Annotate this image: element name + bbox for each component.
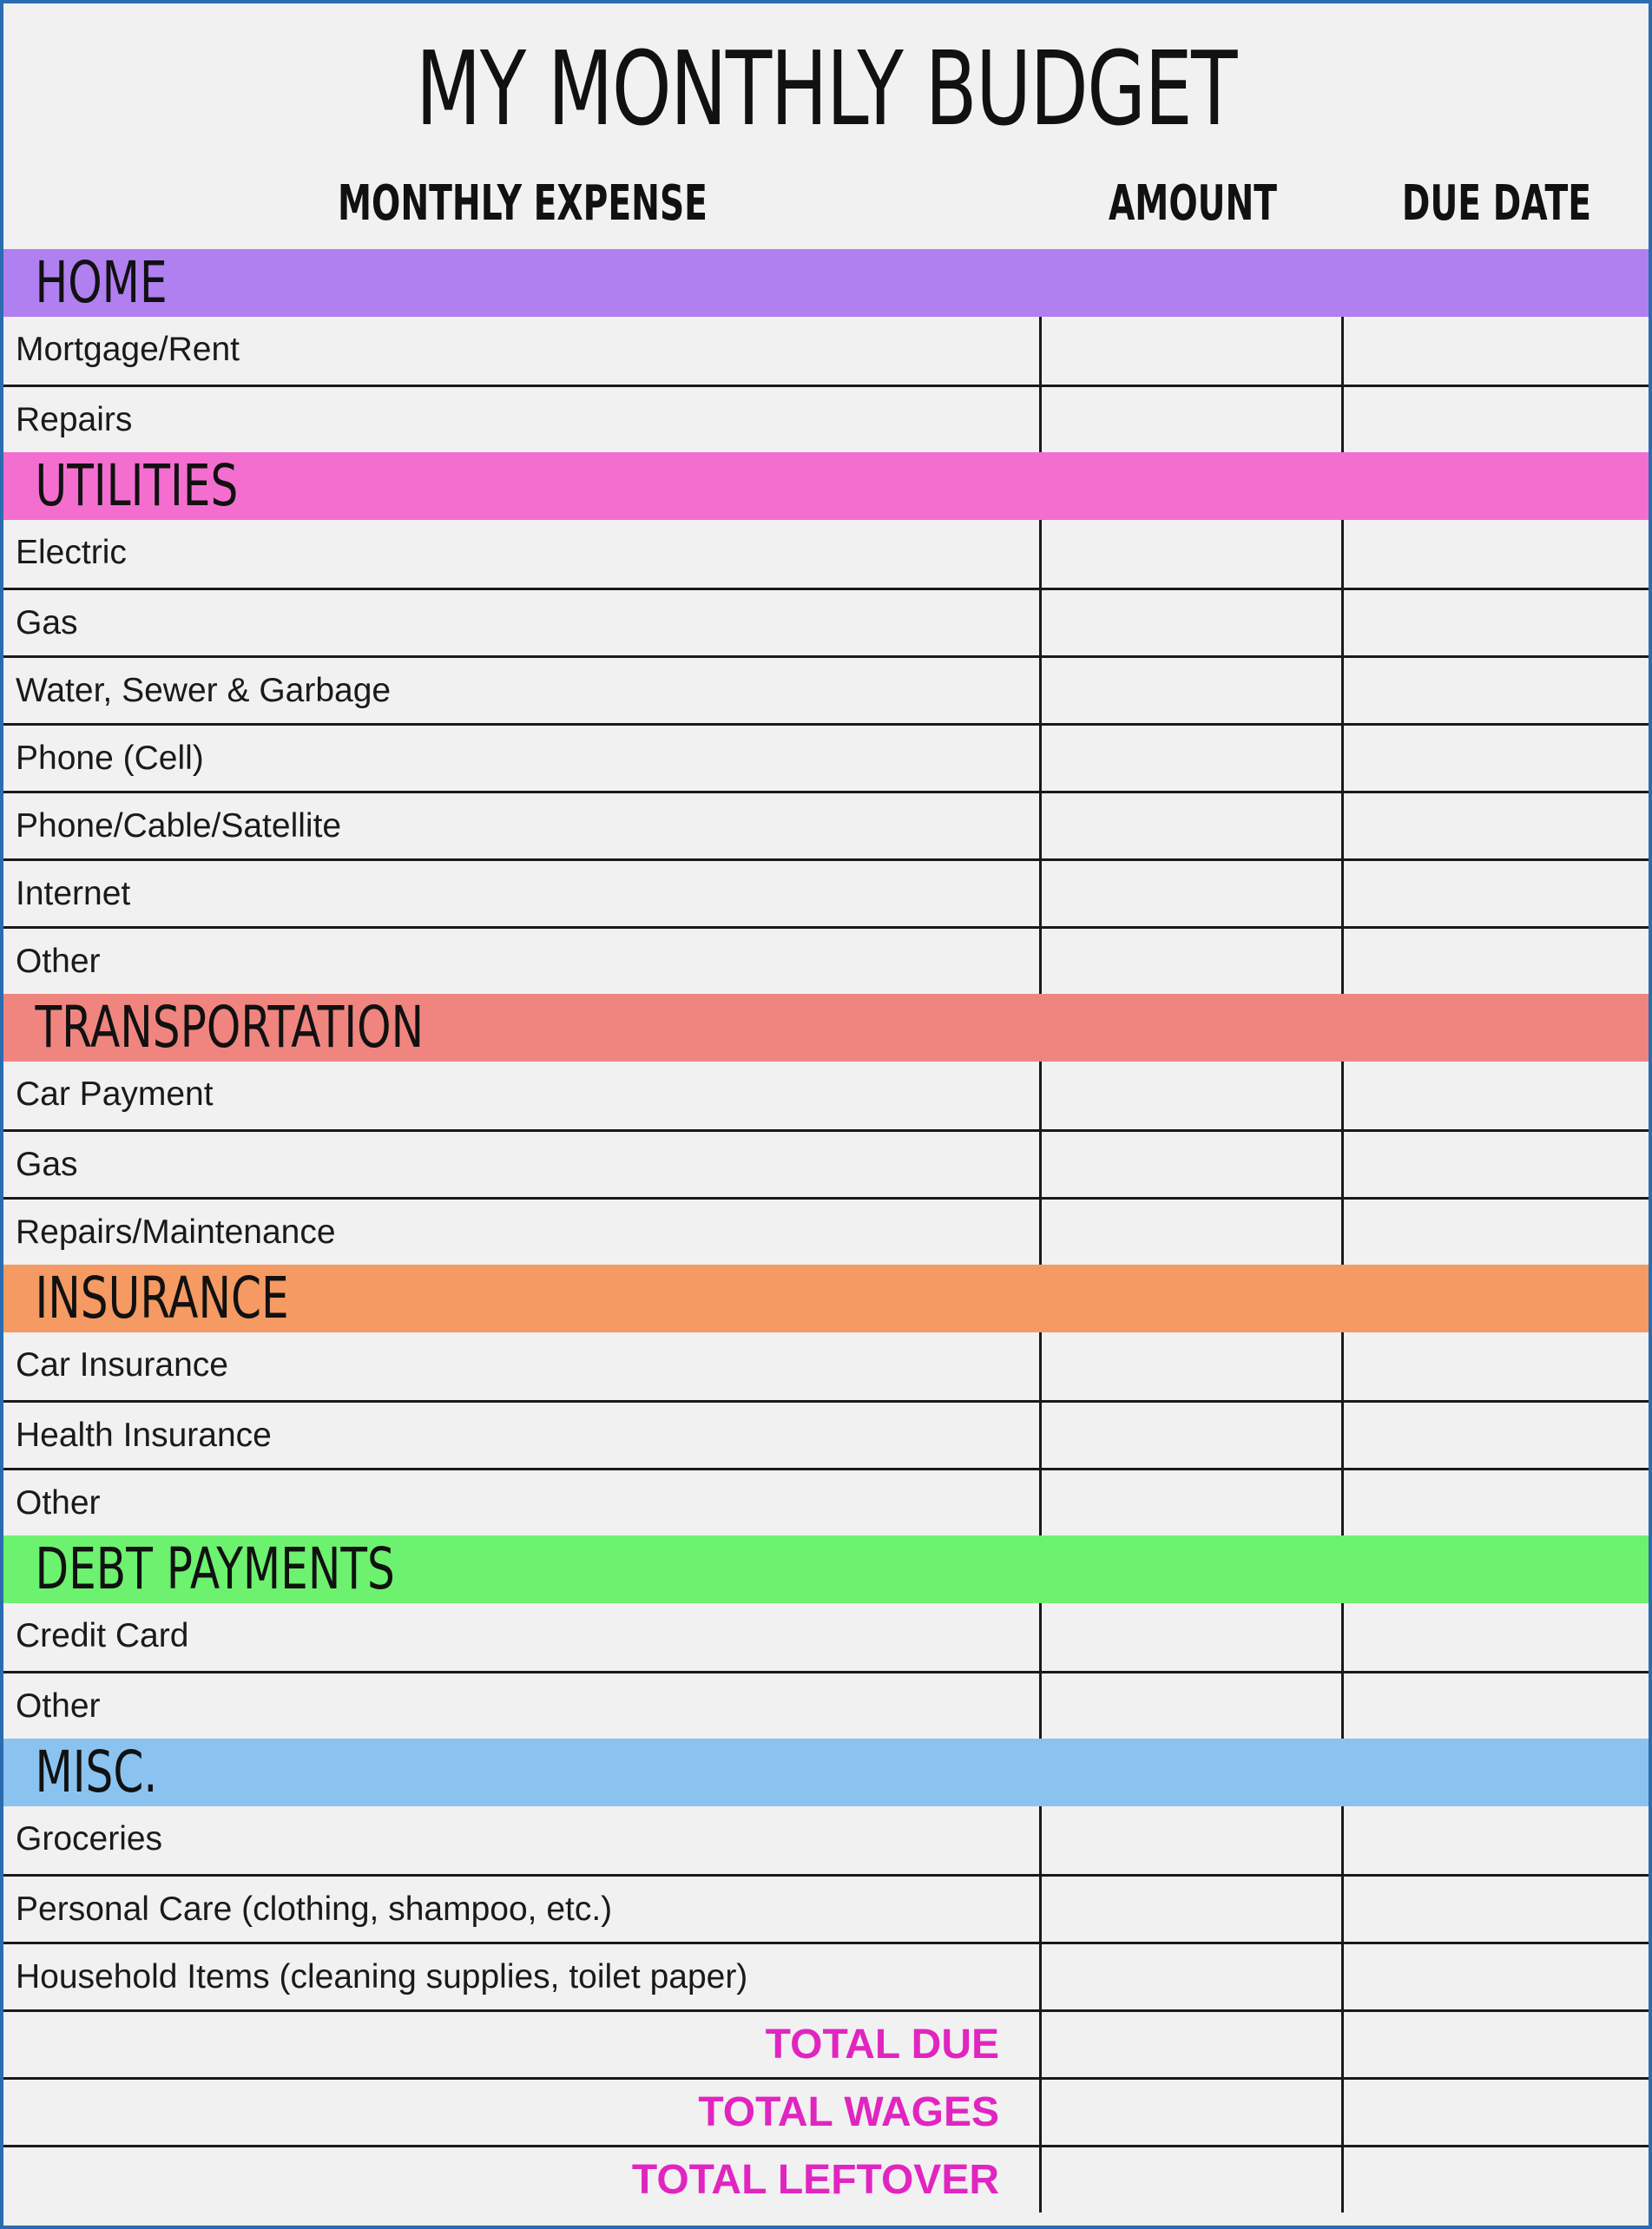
total-label: TOTAL LEFTOVER — [3, 2147, 1042, 2213]
total-label: TOTAL WAGES — [3, 2080, 1042, 2145]
section-header — [3, 1265, 1649, 1332]
column-header-amount: AMOUNT — [1108, 175, 1278, 232]
total-due-date-cell[interactable] — [1344, 2147, 1649, 2213]
column-header-expense: MONTHLY EXPENSE — [338, 175, 708, 232]
total-row — [3, 2077, 1649, 2145]
section-title: INSURANCE — [35, 1265, 289, 1331]
expense-label: Other — [3, 1673, 1042, 1739]
due-date-cell[interactable] — [1344, 317, 1649, 385]
expense-row — [3, 723, 1649, 791]
expense-label: Water, Sewer & Garbage — [3, 658, 1042, 723]
section-title: HOME — [35, 249, 168, 316]
amount-cell[interactable] — [1042, 1806, 1344, 1874]
total-row — [3, 2009, 1649, 2077]
total-amount-cell[interactable] — [1042, 2147, 1344, 2213]
due-date-cell[interactable] — [1344, 1603, 1649, 1671]
expense-label: Credit Card — [3, 1603, 1042, 1671]
amount-cell[interactable] — [1042, 1403, 1344, 1468]
expense-label: Other — [3, 929, 1042, 994]
expense-label: Household Items (cleaning supplies, toilet paper) — [3, 1944, 1042, 2009]
expense-row — [3, 520, 1649, 588]
expense-row — [3, 1062, 1649, 1129]
section-header — [3, 994, 1649, 1062]
due-date-cell[interactable] — [1344, 1470, 1649, 1535]
due-date-cell[interactable] — [1344, 590, 1649, 655]
expense-row — [3, 1806, 1649, 1874]
amount-cell[interactable] — [1042, 1944, 1344, 2009]
due-date-cell[interactable] — [1344, 1062, 1649, 1129]
section-title: TRANSPORTATION — [35, 994, 425, 1061]
due-date-cell[interactable] — [1344, 929, 1649, 994]
due-date-cell[interactable] — [1344, 1944, 1649, 2009]
total-amount-cell[interactable] — [1042, 2080, 1344, 2145]
due-date-cell[interactable] — [1344, 1806, 1649, 1874]
amount-cell[interactable] — [1042, 861, 1344, 926]
due-date-cell[interactable] — [1344, 726, 1649, 791]
expense-row — [3, 1197, 1649, 1265]
due-date-cell[interactable] — [1344, 1403, 1649, 1468]
due-date-cell[interactable] — [1344, 1673, 1649, 1739]
section-header — [3, 1535, 1649, 1603]
due-date-cell[interactable] — [1344, 520, 1649, 588]
due-date-cell[interactable] — [1344, 658, 1649, 723]
expense-row — [3, 1874, 1649, 1942]
amount-cell[interactable] — [1042, 1603, 1344, 1671]
expense-label: Personal Care (clothing, shampoo, etc.) — [3, 1877, 1042, 1942]
total-amount-cell[interactable] — [1042, 2012, 1344, 2077]
expense-label: Phone (Cell) — [3, 726, 1042, 791]
expense-label: Car Insurance — [3, 1332, 1042, 1400]
expense-label: Repairs — [3, 387, 1042, 452]
expense-row — [3, 588, 1649, 655]
section-header — [3, 249, 1649, 317]
amount-cell[interactable] — [1042, 1062, 1344, 1129]
total-due-date-cell[interactable] — [1344, 2012, 1649, 2077]
total-due-date-cell[interactable] — [1344, 2080, 1649, 2145]
column-header-due-date: DUE DATE — [1401, 175, 1592, 232]
total-label: TOTAL DUE — [3, 2012, 1042, 2077]
expense-row — [3, 1671, 1649, 1739]
amount-cell[interactable] — [1042, 793, 1344, 858]
expense-label: Other — [3, 1470, 1042, 1535]
amount-cell[interactable] — [1042, 520, 1344, 588]
amount-cell[interactable] — [1042, 929, 1344, 994]
due-date-cell[interactable] — [1344, 1132, 1649, 1197]
expense-label: Car Payment — [3, 1062, 1042, 1129]
amount-cell[interactable] — [1042, 1470, 1344, 1535]
expense-row — [3, 1603, 1649, 1671]
amount-cell[interactable] — [1042, 1200, 1344, 1265]
amount-cell[interactable] — [1042, 1877, 1344, 1942]
expense-label: Groceries — [3, 1806, 1042, 1874]
expense-row — [3, 926, 1649, 994]
section-header — [3, 452, 1649, 520]
budget-table — [3, 249, 1649, 2213]
expense-label: Electric — [3, 520, 1042, 588]
due-date-cell[interactable] — [1344, 387, 1649, 452]
expense-label: Phone/Cable/Satellite — [3, 793, 1042, 858]
expense-label: Gas — [3, 590, 1042, 655]
due-date-cell[interactable] — [1344, 861, 1649, 926]
expense-row — [3, 791, 1649, 858]
expense-row — [3, 1332, 1649, 1400]
expense-row — [3, 385, 1649, 452]
amount-cell[interactable] — [1042, 1132, 1344, 1197]
expense-row — [3, 1129, 1649, 1197]
expense-row — [3, 317, 1649, 385]
amount-cell[interactable] — [1042, 658, 1344, 723]
due-date-cell[interactable] — [1344, 793, 1649, 858]
expense-label: Internet — [3, 861, 1042, 926]
amount-cell[interactable] — [1042, 1332, 1344, 1400]
page-title: MY MONTHLY BUDGET — [415, 29, 1237, 148]
section-title: DEBT PAYMENTS — [35, 1535, 395, 1602]
expense-row — [3, 1942, 1649, 2009]
amount-cell[interactable] — [1042, 387, 1344, 452]
amount-cell[interactable] — [1042, 317, 1344, 385]
amount-cell[interactable] — [1042, 1673, 1344, 1739]
section-title: MISC. — [35, 1739, 158, 1805]
total-row — [3, 2145, 1649, 2213]
expense-row — [3, 1400, 1649, 1468]
section-title: UTILITIES — [35, 452, 239, 519]
amount-cell[interactable] — [1042, 590, 1344, 655]
amount-cell[interactable] — [1042, 726, 1344, 791]
expense-label: Mortgage/Rent — [3, 317, 1042, 385]
due-date-cell[interactable] — [1344, 1877, 1649, 1942]
expense-label: Gas — [3, 1132, 1042, 1197]
expense-label: Repairs/Maintenance — [3, 1200, 1042, 1265]
expense-row — [3, 655, 1649, 723]
expense-label: Health Insurance — [3, 1403, 1042, 1468]
section-header — [3, 1739, 1649, 1806]
due-date-cell[interactable] — [1344, 1200, 1649, 1265]
expense-row — [3, 858, 1649, 926]
due-date-cell[interactable] — [1344, 1332, 1649, 1400]
expense-row — [3, 1468, 1649, 1535]
